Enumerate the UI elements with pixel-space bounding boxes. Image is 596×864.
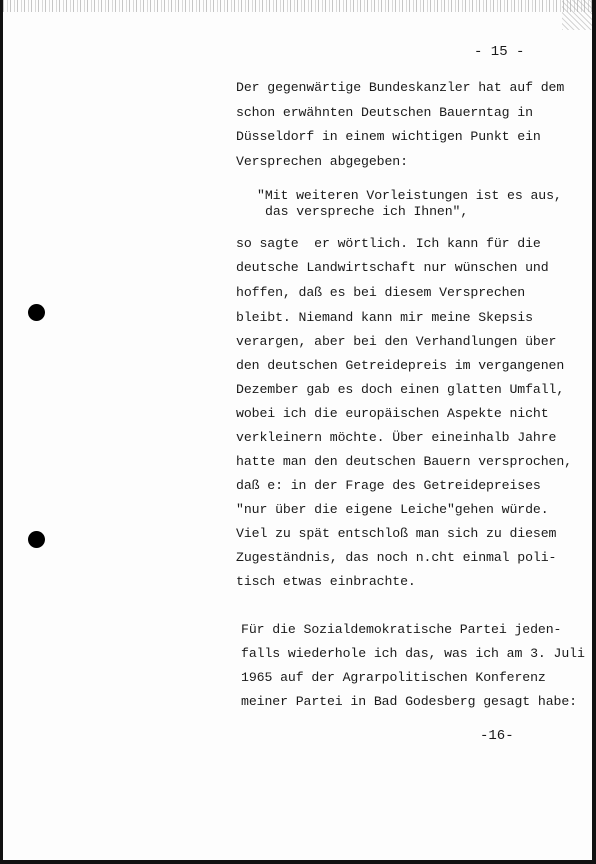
paragraph-line: Der gegenwärtige Bundeskanzler hat auf dem: [236, 80, 565, 95]
paragraph-line: Viel zu spät entschloß man sich zu diesem: [236, 526, 557, 541]
paragraph-line: deutsche Landwirtschaft nur wünschen und: [236, 260, 549, 275]
paragraph-line: Versprechen abgegeben:: [236, 154, 408, 169]
paragraph-line: den deutschen Getreidepreis im vergangenen: [236, 358, 565, 373]
paragraph-line: "nur über die eigene Leiche"gehen würde.: [236, 502, 549, 517]
paragraph-line: meiner Partei in Bad Godesberg gesagt habe:: [241, 694, 577, 709]
scan-border-left: [0, 0, 3, 864]
quote-line: das verspreche ich Ihnen",: [265, 204, 469, 219]
page-number: - 15 -: [474, 44, 525, 60]
paragraph-line: Für die Sozialdemokratische Partei jeden-: [241, 622, 562, 637]
punch-hole-lower: [28, 531, 45, 548]
quote-line: "Mit weiteren Vorleistungen ist es aus,: [257, 188, 562, 203]
scan-corner-noise: [562, 0, 592, 30]
paragraph-line: schon erwähnten Deutschen Bauerntag in: [236, 105, 533, 120]
scan-border-bottom: [0, 860, 596, 864]
paragraph-line: bleibt. Niemand kann mir meine Skepsis: [236, 310, 533, 325]
next-page-marker: -16-: [480, 728, 514, 744]
paragraph-line: falls wiederhole ich das, was ich am 3. Juli: [241, 646, 585, 661]
paragraph-line: hatte man den deutschen Bauern versprochen,: [236, 454, 572, 469]
paragraph-line: tisch etwas einbrachte.: [236, 574, 416, 589]
paragraph-line: verkleinern möchte. Über eineinhalb Jahre: [236, 430, 557, 445]
scan-edge-noise: [0, 0, 596, 12]
paragraph-line: daß e: in der Frage des Getreidepreises: [236, 478, 541, 493]
paragraph-line: Dezember gab es doch einen glatten Umfall,: [236, 382, 565, 397]
paragraph-line: wobei ich die europäischen Aspekte nicht: [236, 406, 549, 421]
scan-border-right: [592, 0, 596, 864]
paragraph-line: so sagte er wörtlich. Ich kann für die: [236, 236, 541, 251]
paragraph-line: verargen, aber bei den Verhandlungen über: [236, 334, 557, 349]
paragraph-line: Zugeständnis, das noch n.cht einmal poli-: [236, 550, 557, 565]
punch-hole-upper: [28, 304, 45, 321]
paragraph-line: 1965 auf der Agrarpolitischen Konferenz: [241, 670, 546, 685]
paragraph-line: Düsseldorf in einem wichtigen Punkt ein: [236, 129, 541, 144]
paragraph-line: hoffen, daß es bei diesem Versprechen: [236, 285, 526, 300]
